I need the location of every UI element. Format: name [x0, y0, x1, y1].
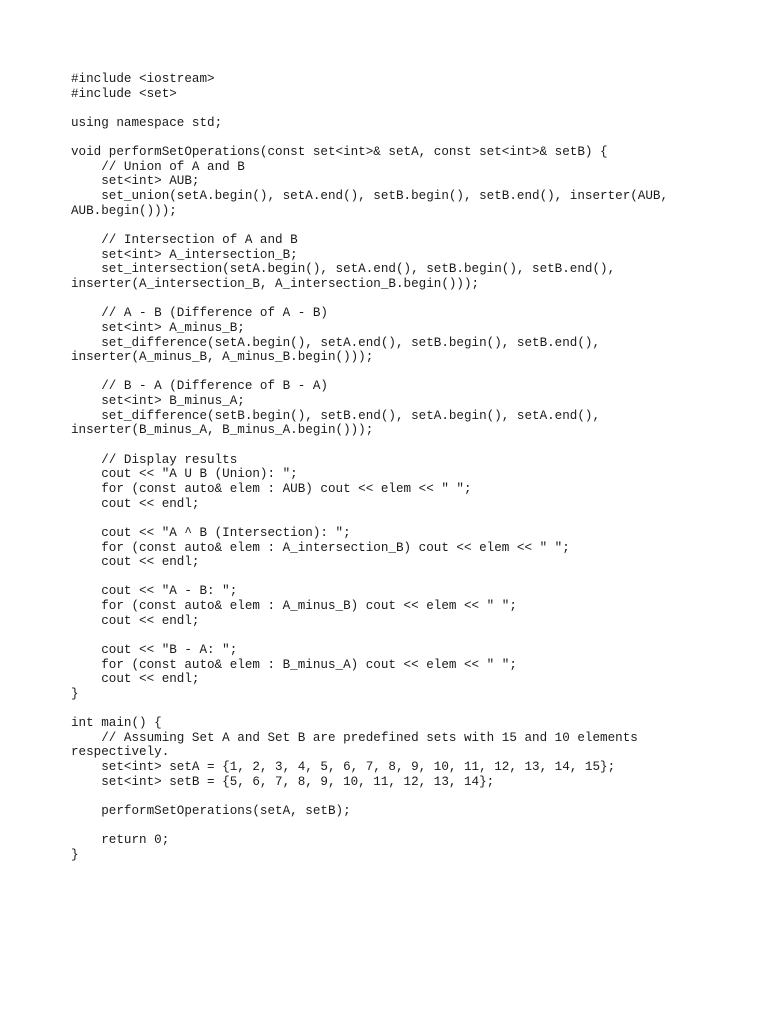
code-line [71, 131, 711, 146]
code-line [71, 628, 711, 643]
code-line: inserter(A_minus_B, A_minus_B.begin())); [71, 350, 374, 365]
code-line: // Display results [71, 452, 238, 467]
code-line: set<int> A_minus_B; [71, 320, 245, 335]
code-line: inserter(B_minus_A, B_minus_A.begin())); [71, 423, 374, 438]
code-line: // B - A (Difference of B - A) [71, 379, 328, 394]
code-line [71, 789, 711, 804]
code-line [71, 292, 711, 307]
code-line: cout << endl; [71, 555, 200, 570]
code-line: set_difference(setB.begin(), setB.end(), setA.begin(), setA.end(), [71, 408, 601, 423]
code-line: } [71, 686, 79, 701]
code-line: // Intersection of A and B [71, 233, 298, 248]
code-line [71, 438, 711, 453]
code-line: using namespace std; [71, 115, 223, 130]
code-line: cout << "A - B: "; [71, 584, 238, 599]
code-line [71, 702, 711, 717]
code-line: // A - B (Difference of A - B) [71, 306, 328, 321]
code-line: set_difference(setA.begin(), setA.end(), setB.begin(), setB.end(), [71, 335, 601, 350]
code-line: cout << endl; [71, 672, 200, 687]
code-line [71, 101, 711, 116]
code-line: set_intersection(setA.begin(), setA.end(), setB.begin(), setB.end(), [71, 262, 616, 277]
code-line: cout << "A ^ B (Intersection): "; [71, 525, 351, 540]
code-line [71, 218, 711, 233]
code-line: cout << "B - A: "; [71, 642, 238, 657]
code-line [71, 365, 711, 380]
code-line [71, 819, 711, 834]
code-listing [71, 72, 711, 863]
code-line: void performSetOperations(const set<int>& setA, const set<int>& setB) { [71, 145, 608, 160]
code-line: set<int> A_intersection_B; [71, 247, 298, 262]
code-line: cout << endl; [71, 496, 200, 511]
code-line: inserter(A_intersection_B, A_intersection_B.begin())); [71, 276, 480, 291]
code-line: set_union(setA.begin(), setA.end(), setB.begin(), setB.end(), inserter(AUB, [71, 189, 669, 204]
code-line: set<int> setB = {5, 6, 7, 8, 9, 10, 11, 12, 13, 14}; [71, 774, 495, 789]
code-line: #include <set> [71, 86, 177, 101]
code-line: return 0; [71, 833, 170, 848]
code-line: int main() { [71, 716, 162, 731]
code-line: respectively. [71, 745, 170, 760]
code-line: // Union of A and B [71, 159, 245, 174]
code-line: } [71, 847, 79, 862]
code-line: cout << "A U B (Union): "; [71, 467, 298, 482]
code-line: set<int> setA = {1, 2, 3, 4, 5, 6, 7, 8, 9, 10, 11, 12, 13, 14, 15}; [71, 760, 616, 775]
code-line: for (const auto& elem : A_intersection_B) cout << elem << " "; [71, 540, 570, 555]
code-line: AUB.begin())); [71, 203, 177, 218]
code-line: cout << endl; [71, 613, 200, 628]
code-line: set<int> B_minus_A; [71, 394, 245, 409]
code-line: // Assuming Set A and Set B are predefined sets with 15 and 10 elements [71, 730, 638, 745]
code-line: for (const auto& elem : A_minus_B) cout << elem << " "; [71, 599, 517, 614]
code-line: for (const auto& elem : B_minus_A) cout << elem << " "; [71, 657, 517, 672]
code-line: set<int> AUB; [71, 174, 200, 189]
code-line [71, 511, 711, 526]
code-line: performSetOperations(setA, setB); [71, 804, 351, 819]
code-line: for (const auto& elem : AUB) cout << elem << " "; [71, 481, 472, 496]
code-line: #include <iostream> [71, 72, 215, 86]
code-line [71, 570, 711, 585]
